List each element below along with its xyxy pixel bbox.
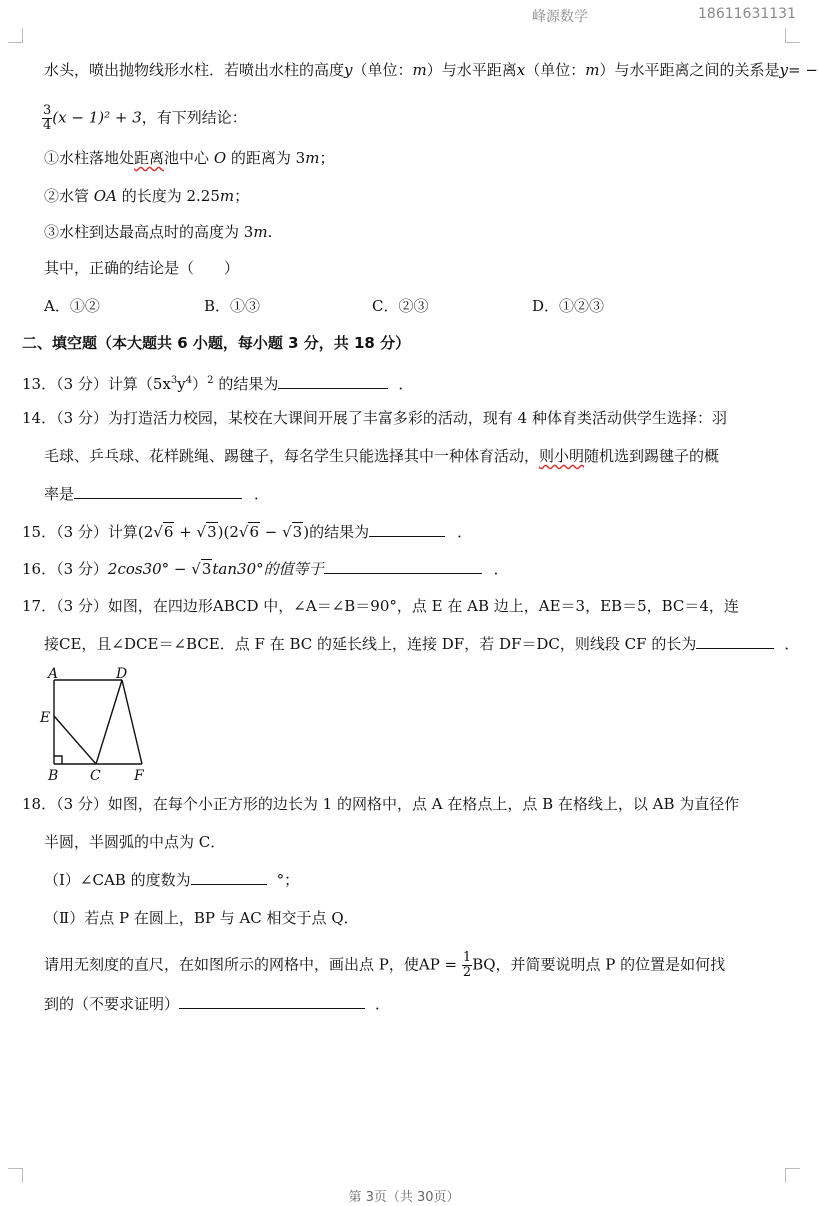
crop-mark-top-right (785, 28, 800, 43)
q12-option-a: A．①② (44, 297, 100, 315)
right-angle-mark (54, 756, 62, 764)
segment-cd (96, 680, 122, 764)
crop-mark-top-left (8, 28, 23, 43)
q15-answer-blank[interactable] (369, 522, 445, 537)
q12-conclusion-3: ③水柱到达最高点时的高度为 3m. (44, 223, 273, 241)
question-18-line5: 请用无刻度的直尺，在如图所示的网格中，画出点 P，使AP = $\frac{1}{2}$ BQ，并简要说明点 P 的位置是如何找 (44, 950, 726, 980)
q12-fraction: $\frac{3}{4}$ (43, 103, 52, 133)
question-17-line1: 17．（3 分）如图，在四边形ABCD 中，∠A＝∠B＝90°，点 E 在 AB 边上，AE＝3，EB＝5，BC＝4，连 (22, 597, 739, 615)
question-16: 16．（3 分）2cos30° − √3tan30°的值等于 ． (22, 560, 509, 578)
label-a: A (48, 666, 59, 682)
q12-line2: $\frac{3}{4}$ (x − 1)² + 3，有下列结论： (43, 103, 247, 133)
label-b: B (48, 768, 59, 784)
segment-ec (54, 716, 96, 764)
q12-option-d: D．①②③ (532, 297, 605, 315)
q12-option-c: C．②③ (372, 297, 429, 315)
question-14-line2: 毛球、乒乓球、花样跳绳、踢毽子，每名学生只能选择其中一种体育活动，则小明随机选到踢毽子的概 (44, 447, 720, 465)
question-14-line1: 14．（3 分）为打造活力校园，某校在大课间开展了丰富多彩的活动，现有 4 种体育类活动供学生选择：羽 (22, 409, 727, 427)
question-14-line3: 率是 ． (44, 485, 270, 503)
question-18-line6: 到的（不要求证明） ． (44, 995, 391, 1013)
q14-answer-blank[interactable] (74, 484, 242, 499)
segment-df (122, 680, 142, 764)
q12-option-b: B．①③ (204, 297, 261, 315)
q12-conclusion-2: ②水管 OA 的长度为 2.25m； (44, 187, 250, 205)
q12-conclusion-1: ①水柱落地处距离池中心 O 的距离为 3m； (44, 149, 335, 167)
crop-mark-bottom-left (8, 1168, 23, 1183)
question-18-line1: 18．（3 分）如图，在每个小正方形的边长为 1 的网格中，点 A 在格点上，点 B 在格线上，以 AB 为直径作 (22, 795, 740, 813)
q17-figure (36, 664, 166, 784)
question-18-line2: 半圆，半圆弧的中点为 C． (44, 833, 226, 851)
question-17-line2: 接CE，且∠DCE＝∠BCE．点 F 在 BC 的延长线上，连接 DF，若 DF＝DC，则线段 CF 的长为 ． (44, 635, 800, 653)
section-2-title: 二、填空题（本大题共 6 小题，每小题 3 分，共 18 分） (22, 334, 411, 352)
question-18-part1: （Ⅰ）∠CAB 的度数为 °； (44, 871, 300, 889)
crop-mark-bottom-right (785, 1168, 800, 1183)
q18-part2-blank[interactable] (179, 994, 365, 1009)
question-18-part2: （Ⅱ）若点 P 在圆上，BP 与 AC 相交于点 Q． (44, 909, 359, 927)
question-15: 15．（3 分）计算(2√6 + √3)(2√6 − √3)的结果为 ． (22, 523, 473, 541)
q13-answer-blank[interactable] (278, 374, 388, 389)
q12-stem: 其中，正确的结论是（ ） (44, 259, 240, 277)
label-f: F (134, 768, 144, 784)
label-d: D (116, 666, 128, 682)
q18-fraction: $\frac{1}{2}$ (462, 950, 472, 980)
q12-line1: 水头，喷出抛物线形水柱．若喷出水柱的高度y（单位：m）与水平距离x（单位：m）与水平距离之间的关系是y= − (44, 61, 818, 79)
q18-part1-blank[interactable] (191, 870, 267, 885)
header-brand: 峰源数学 (532, 9, 588, 25)
q16-answer-blank[interactable] (324, 559, 482, 574)
header-phone: 18611631131 (698, 6, 796, 22)
question-13: 13．（3 分）计算$(5x^3y^4)^2$ 的结果为 ． (22, 375, 414, 393)
q17-answer-blank[interactable] (696, 634, 774, 649)
label-c: C (90, 768, 101, 784)
label-e: E (40, 710, 51, 726)
page-number: 第 3页（共 30页） (348, 1190, 460, 1205)
